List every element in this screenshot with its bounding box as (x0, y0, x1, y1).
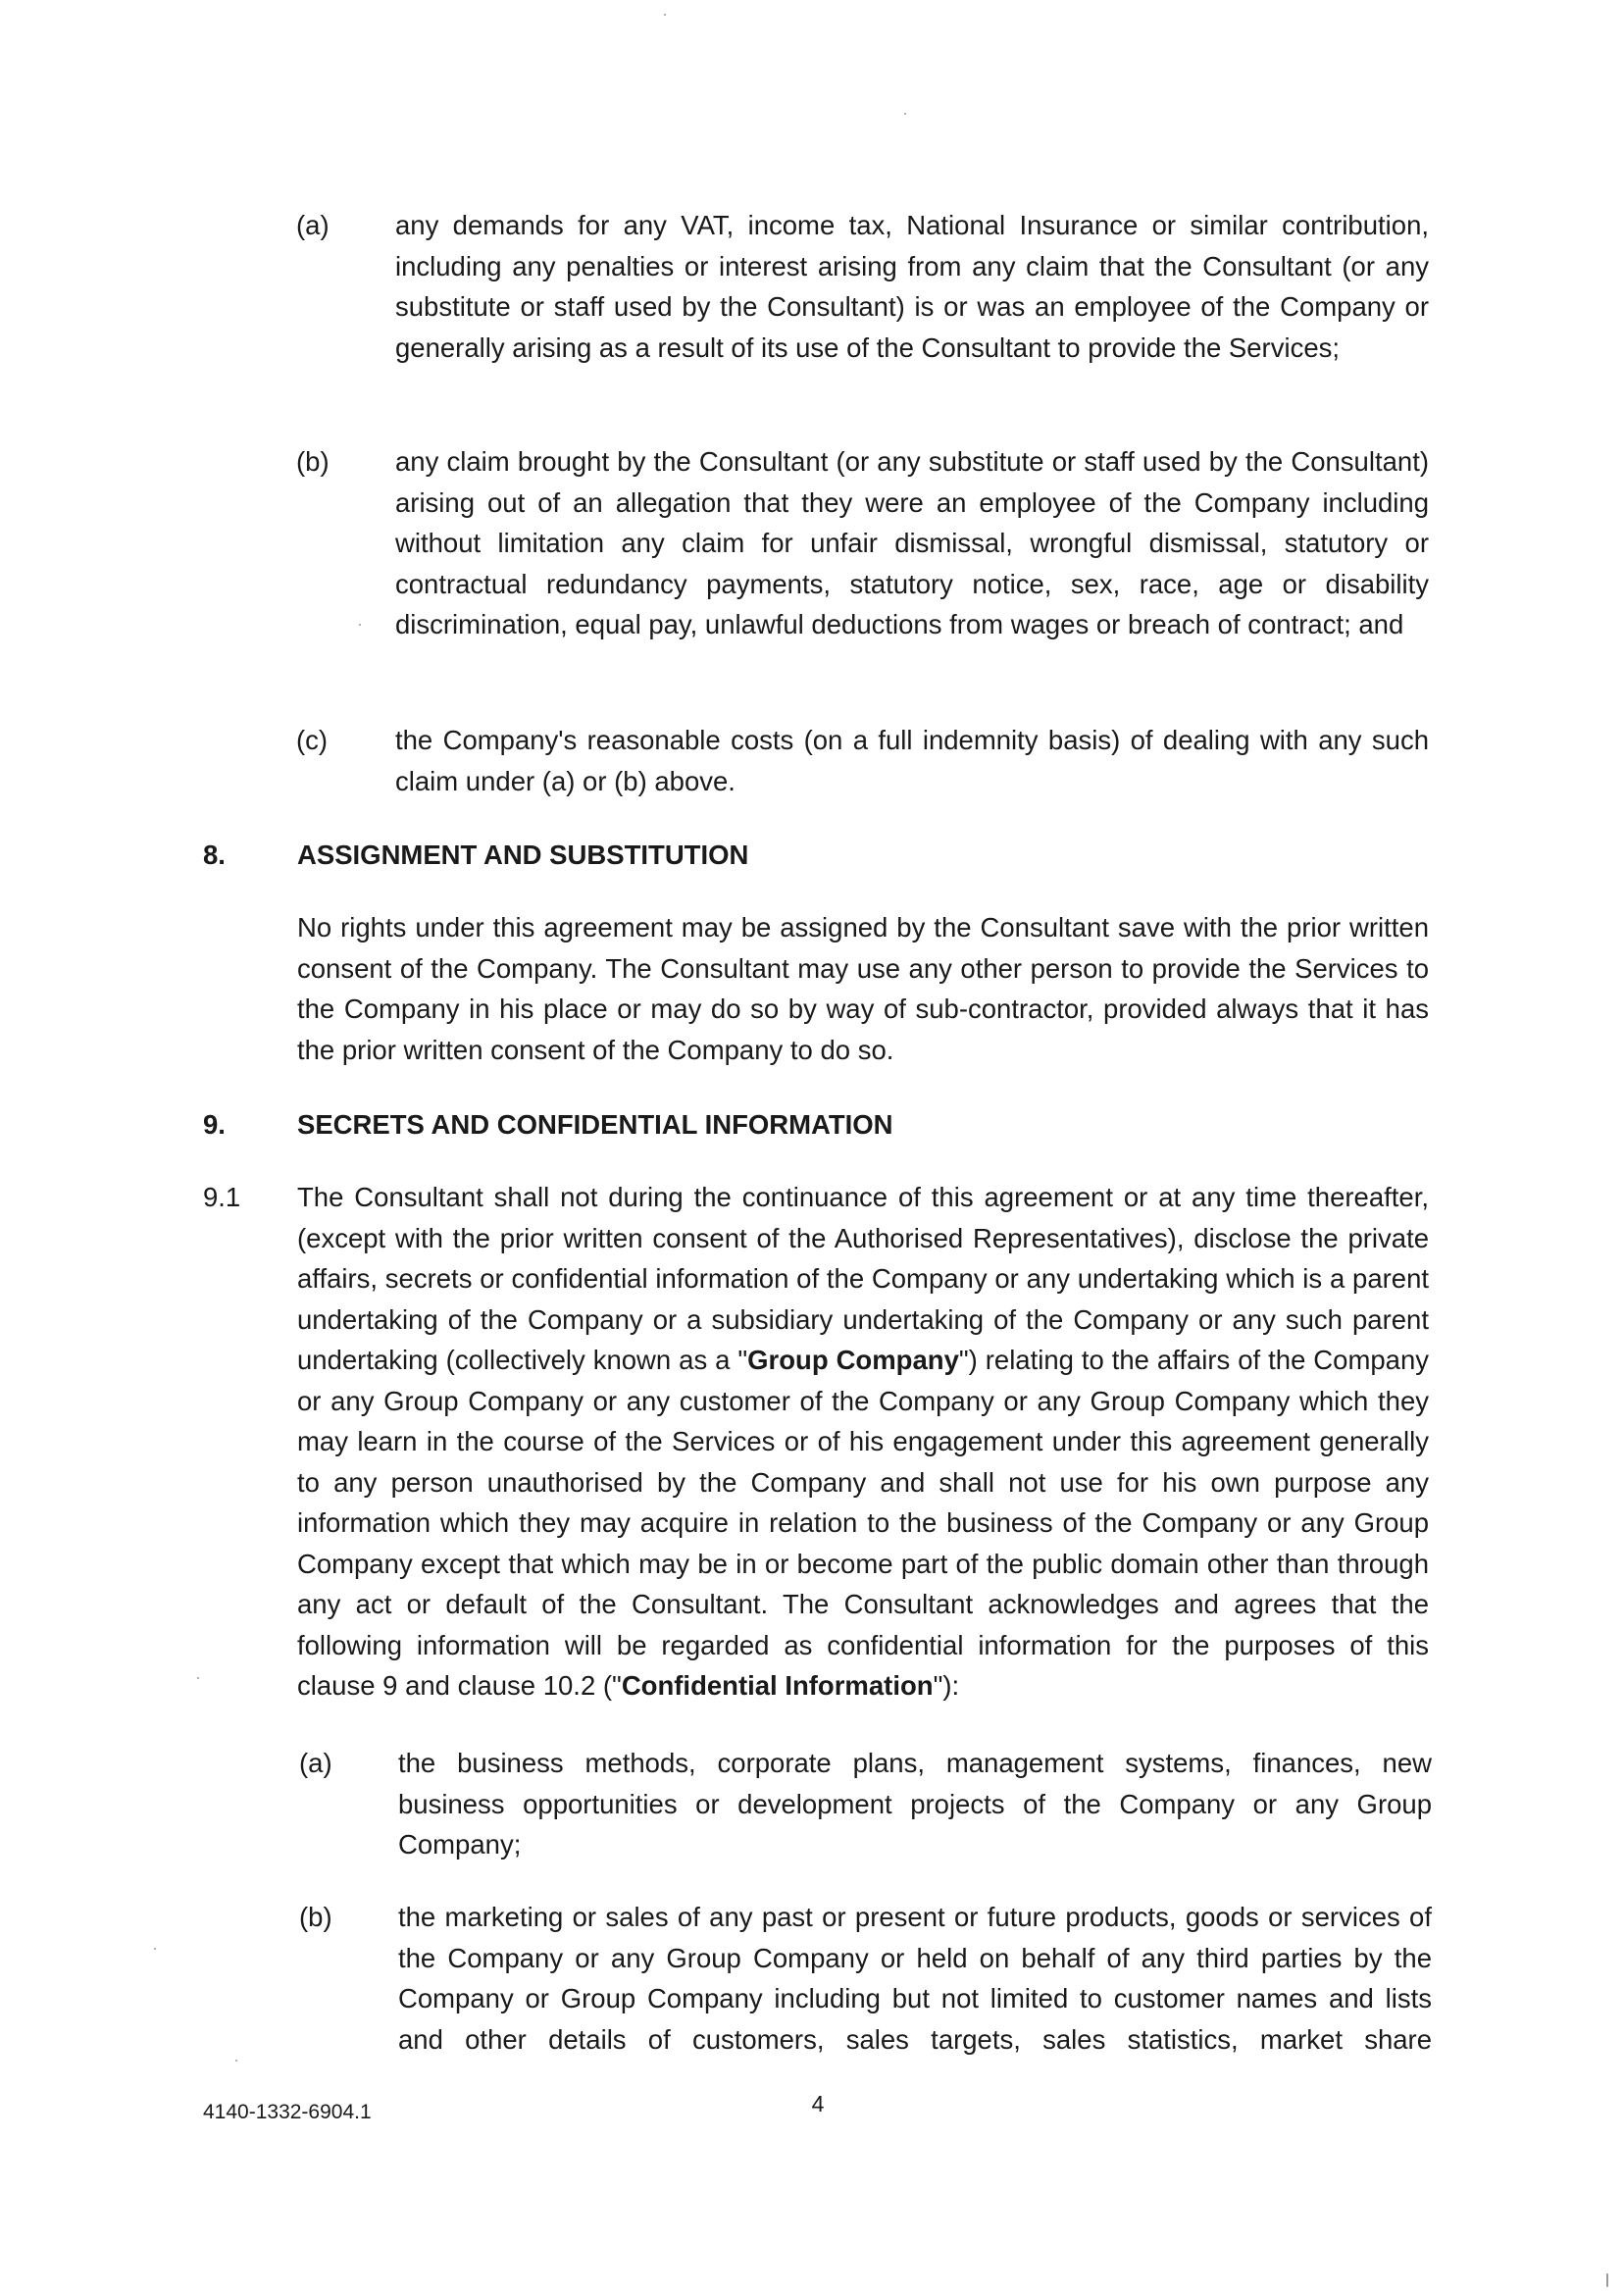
document-reference: 4140-1332-6904.1 (203, 2101, 372, 2123)
scan-speck (154, 1948, 156, 1950)
clause-text: The Consultant shall not during the continuance of this agreement or at any time thereafter, (except with the prior written consent of the Authorised Representatives), disclose the private affairs, secrets or confidential information of the Company or any undertaking which is a parent undertaking of the Company or a subsidiary undertaking of the Company or any such parent undertaking (collectively known as a " (297, 1182, 1429, 1375)
defined-term: Group Company (747, 1345, 959, 1375)
list-item (398, 1897, 1432, 2060)
list-item (395, 205, 1429, 368)
section-number: 9. (203, 1109, 226, 1140)
section-number: 8. (203, 840, 226, 870)
clause-text: "): (933, 1670, 960, 1701)
scan-speck (197, 1677, 199, 1679)
list-item (398, 1743, 1432, 1865)
list-item-text: any demands for any VAT, income tax, National Insurance or similar contribution, including any penalties or interest arising from any claim that the Consultant (or any substitute or staff used by the Consultant) is or was an employee of the Company or generally arising as a result of its use of the Consultant to provide the Services; (395, 210, 1429, 363)
list-item (395, 441, 1429, 645)
defined-term: Confidential Information (621, 1670, 934, 1701)
section-title: ASSIGNMENT AND SUBSTITUTION (297, 840, 749, 870)
scan-speck (1606, 2273, 1608, 2287)
list-marker: (b) (296, 446, 330, 477)
list-item-text: any claim brought by the Consultant (or any substitute or staff used by the Consultant) arising out of an allegation that they were an employee of the Company including without limitation any claim for unfair dismissal, wrongful dismissal, statutory or contractual redundancy payments, statutory notice, sex, race, age or disability discrimination, equal pay, unlawful deductions from wages or breach of contract; and (395, 446, 1429, 639)
page-number: 4 (811, 2091, 825, 2116)
list-item-text: the marketing or sales of any past or present or future products, goods or services of the Company or any Group Company or held on behalf of any third parties by the Company or Group Company including but not limited to customer names and lists and other details of customers, sales targets, sales statistics, market share (398, 1902, 1432, 2055)
list-item-text: the Company's reasonable costs (on a full indemnity basis) of dealing with any such claim under (a) or (b) above. (395, 725, 1429, 796)
clause-9-1-text (297, 1177, 1429, 1707)
list-item (395, 720, 1429, 801)
list-item-text: the business methods, corporate plans, management systems, finances, new business opportunities or development projects of the Company or any Group Company; (398, 1748, 1432, 1860)
scan-speck (359, 624, 361, 626)
section-title: SECRETS AND CONFIDENTIAL INFORMATION (297, 1109, 893, 1140)
scan-speck (664, 14, 666, 16)
scan-speck (904, 113, 906, 115)
scan-speck (235, 2060, 237, 2062)
list-marker: (a) (296, 210, 330, 240)
clause-number: 9.1 (203, 1182, 241, 1212)
section-8-text: No rights under this agreement may be assigned by the Consultant save with the prior written consent of the Company. The Consultant may use any other person to provide the Services to the Company in his place or may do so by way of sub-contractor, provided always that it has the prior written consent of the Company to do so. (297, 912, 1429, 1065)
list-marker: (b) (299, 1902, 332, 1932)
clause-9-1 (297, 1177, 1429, 1707)
clause-text: ") relating to the affairs of the Company or any Group Company or any customer of the Company or any Group Company which they may learn in the course of the Services or of his engagement under this agreement generally to any person unauthorised by the Company and shall not use for his own purpose any information which they may acquire in relation to the business of the Company or any Group Company except that which may be in or become part of the public domain other than through any act or default of the Consultant. The Consultant acknowledges and agrees that the following information will be regarded as confidential information for the purposes of this clause 9 and clause 10.2 (" (297, 1345, 1429, 1701)
list-marker: (c) (296, 725, 329, 755)
list-marker: (a) (299, 1748, 332, 1778)
section-body (297, 907, 1429, 1070)
